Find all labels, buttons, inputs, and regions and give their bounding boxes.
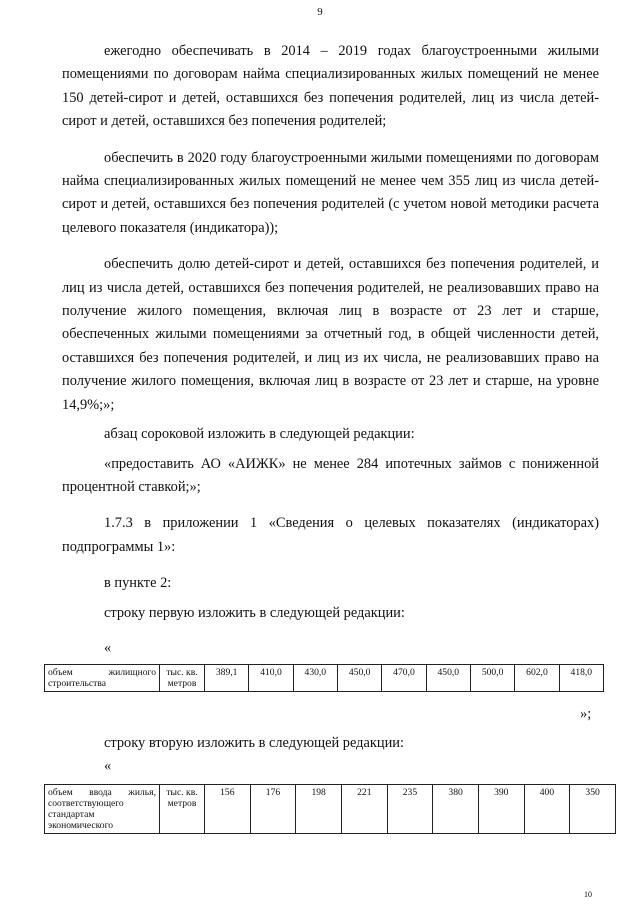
indicator-name: объем жилищного строительства — [45, 665, 160, 692]
page-number: 9 — [317, 6, 323, 18]
table-row — [45, 785, 616, 834]
indicator-value: 176 — [250, 785, 296, 834]
indicator-value: 198 — [296, 785, 342, 834]
paragraph-5: «предоставить АО «АИЖК» не менее 284 ипотечных займов с пониженной процентной ставкой;»; — [62, 455, 599, 495]
paragraph-6: 1.7.3 в приложении 1 «Сведения о целевых показателях (индикаторах) подпрограммы 1»: — [62, 515, 599, 555]
corner-mark: 10 — [584, 890, 592, 899]
indicator-name: объем ввода жилья, соответствующего стандартам экономического — [45, 785, 160, 834]
indicator-value: 380 — [433, 785, 479, 834]
paragraph-2: обеспечить в 2020 году благоустроенными жилыми помещениями по договорам найма специализированных жилых помещений не менее чем 355 лиц из числа детей-сирот и детей, оставшихся без попечения родителей (с учетом новой методики расчета целевого показателя (индикатора)); — [62, 149, 599, 236]
second-row-instruction-block — [62, 732, 599, 768]
indicator-value: 450,0 — [337, 665, 381, 692]
indicator-value: 418,0 — [559, 665, 603, 692]
indicator-unit: тыс. кв. метров — [160, 665, 205, 692]
table-row — [45, 665, 604, 692]
paragraph-9: строку вторую изложить в следующей редакции: — [104, 735, 404, 751]
paragraph-7: в пункте 2: — [104, 575, 172, 592]
indicator-table-2 — [44, 784, 616, 834]
indicator-table-1 — [44, 664, 604, 692]
indicator-value: 400 — [524, 785, 570, 834]
indicator-value: 410,0 — [249, 665, 293, 692]
open-quote-2: « — [104, 758, 112, 774]
indicator-value: 390 — [478, 785, 524, 834]
paragraph-3: обеспечить долю детей-сирот и детей, оставшихся без попечения родителей, и лиц из числа детей, оставшихся без попечения родителей, не реализовавших право на получение жилого помещения, включая лиц в возрасте от 23 лет и старше, обеспеченных жилыми помещениями за отчетный год, в общей численности детей, оставшихся без попечения родителей, и лиц из их числа, не реализовавших право на получение жилого помещения, включая лиц в возрасте от 23 лет и старше, на уровне 14,9%;»; — [62, 256, 599, 413]
paragraph-1: ежегодно обеспечивать в 2014 – 2019 годах благоустроенными жилыми помещениями по договорам найма специализированных жилых помещений не менее 150 детей-сирот и детей, оставшихся без попечения родителей, лиц из числа детей-сирот и детей, оставшихся без попечения родителей; — [62, 43, 599, 130]
close-quote: »; — [580, 706, 592, 722]
indicator-value: 450,0 — [426, 665, 470, 692]
indicator-value: 350 — [570, 785, 616, 834]
indicator-value: 602,0 — [515, 665, 559, 692]
open-quote-1: « — [104, 640, 112, 656]
paragraph-8: строку первую изложить в следующей редакции: — [104, 604, 405, 621]
indicator-unit: тыс. кв. метров — [160, 785, 205, 834]
indicator-value: 470,0 — [382, 665, 426, 692]
indicator-value: 156 — [205, 785, 251, 834]
indicator-value: 389,1 — [205, 665, 249, 692]
indicator-value: 235 — [387, 785, 433, 834]
indicator-value: 221 — [341, 785, 387, 834]
paragraph-4: абзац сороковой изложить в следующей редакции: — [104, 426, 415, 443]
body-text — [62, 40, 599, 638]
indicator-value: 500,0 — [470, 665, 514, 692]
indicator-value: 430,0 — [293, 665, 337, 692]
